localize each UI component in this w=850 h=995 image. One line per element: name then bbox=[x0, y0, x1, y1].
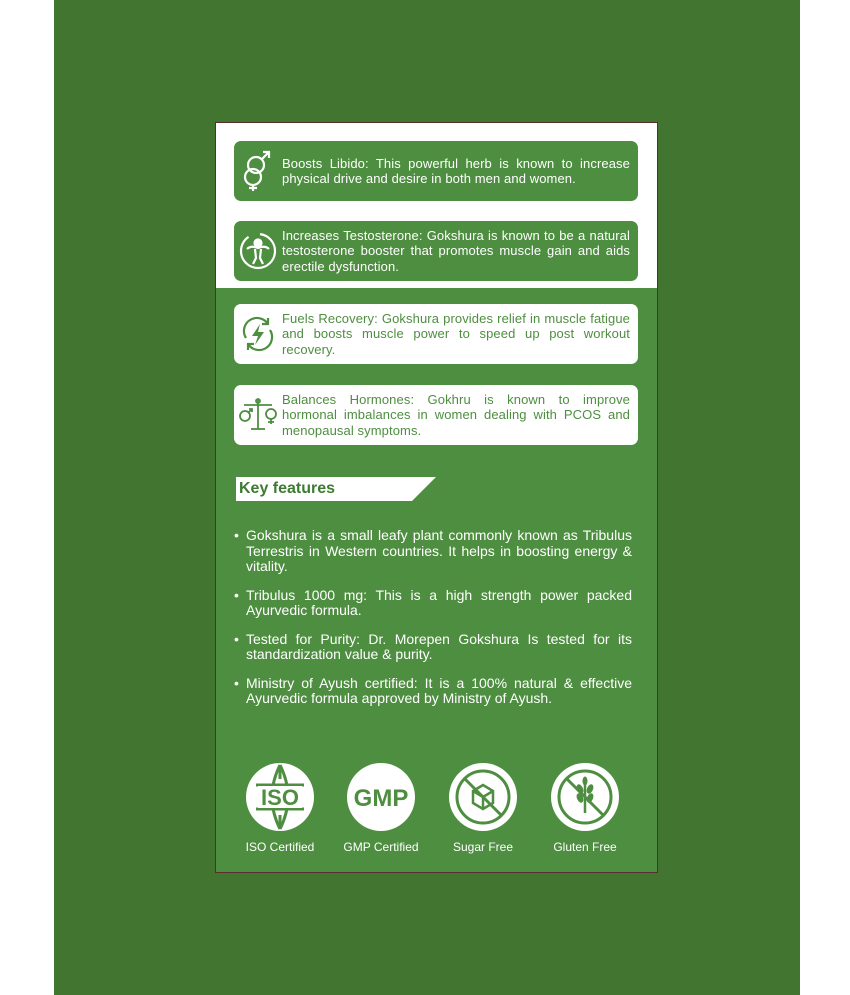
recovery-bolt-icon bbox=[234, 304, 282, 364]
cert-label: ISO Certified bbox=[245, 840, 315, 854]
benefit-balances-hormones bbox=[234, 385, 638, 445]
benefit-text: Balances Hormones: Gokhru is known to improve hormonal imbalances in women dealing with PCOS and menopausal symptoms. bbox=[282, 391, 630, 438]
cert-label: Sugar Free bbox=[452, 840, 514, 854]
key-features-title: Key features bbox=[239, 480, 336, 497]
muscle-body-icon bbox=[234, 221, 282, 281]
cert-iso bbox=[230, 763, 330, 854]
list-item: • Tribulus 1000 mg: This is a high strength power packed Ayurvedic formula. bbox=[234, 586, 632, 618]
cert-gmp bbox=[331, 763, 431, 854]
list-item: • Ministry of Ayush certified: It is a 100% natural & effective Ayurvedic formula approved by Ministry of Ayush. bbox=[234, 674, 632, 706]
list-item: • Tested for Purity: Dr. Morepen Gokshura Is tested for its standardization value & purity. bbox=[234, 630, 632, 662]
hormone-balance-icon bbox=[234, 385, 282, 445]
sugar-free-icon bbox=[449, 763, 517, 831]
benefit-text: Fuels Recovery: Gokshura provides relief in muscle fatigue and boosts muscle power to speed up post workout recovery. bbox=[282, 310, 630, 357]
gluten-free-icon bbox=[551, 763, 619, 831]
key-features-list bbox=[232, 528, 632, 720]
benefit-text: Increases Testosterone: Gokshura is known to be a natural testosterone booster that promotes muscle gain and aids erectile dysfunction. bbox=[282, 227, 630, 274]
benefit-fuels-recovery bbox=[234, 304, 638, 364]
iso-globe-icon bbox=[246, 763, 314, 831]
product-info-card bbox=[216, 123, 657, 872]
cert-gluten-free bbox=[535, 763, 635, 854]
benefit-boosts-libido bbox=[234, 141, 638, 201]
benefit-increases-testosterone bbox=[234, 221, 638, 281]
svg-text:GMP: GMP bbox=[353, 785, 409, 812]
benefit-text: Boosts Libido: This powerful herb is known to increase physical drive and desire in both men and women. bbox=[282, 155, 630, 186]
cert-sugar-free bbox=[433, 763, 533, 854]
list-item: • Gokshura is a small leafy plant commonly known as Tribulus Terrestris in Western countries. It helps in boosting energy & vitality. bbox=[234, 527, 632, 574]
gender-symbols-icon bbox=[234, 141, 282, 201]
gmp-badge-icon bbox=[347, 763, 415, 831]
svg-text:ISO: ISO bbox=[261, 785, 299, 810]
cert-label: GMP Certified bbox=[343, 840, 419, 854]
cert-label: Gluten Free bbox=[553, 840, 617, 854]
